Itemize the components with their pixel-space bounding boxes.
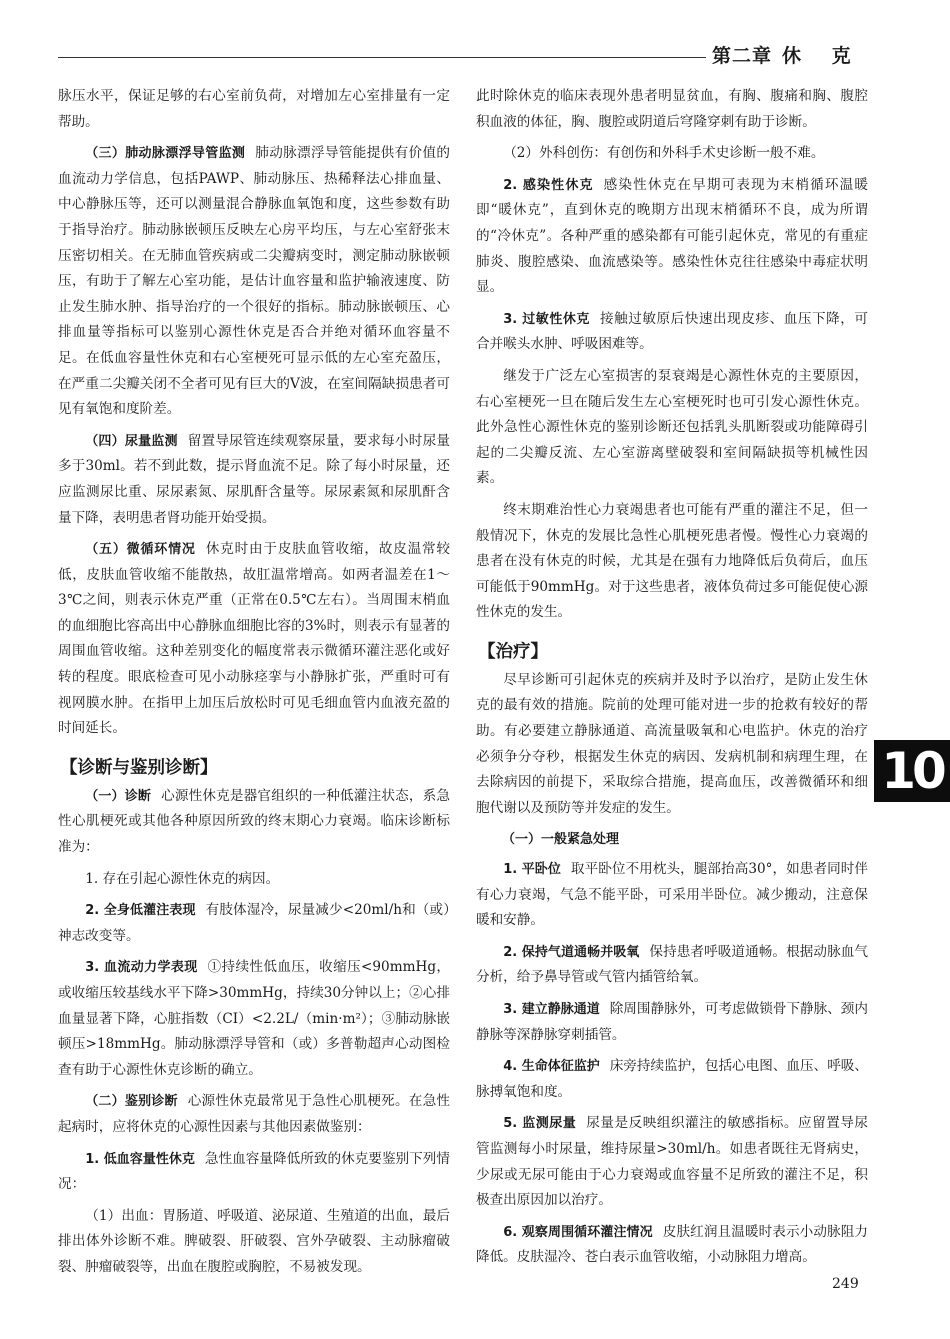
paragraph-body: 心源性休克最常见于急性心肌梗死。在急性起病时，应将休克的心源性因素与其他因素做鉴别： [58, 1093, 450, 1135]
page-number: 249 [832, 1276, 859, 1292]
list-item [476, 1111, 868, 1213]
item-body: 皮肤红润且温暖时表示小动脉阻力降低。皮肤湿冷、苍白表示血管收缩，小动脉阻力增高。 [476, 1223, 868, 1266]
paragraph-heading: （五）微循环情况 [85, 542, 196, 558]
item-heading: 2. 感染性休克 [503, 177, 594, 193]
item-heading: 3. 建立静脉通道 [503, 1002, 600, 1017]
item-body: ①持续性低血压，收缩压<90mmHg，或收缩压较基线水平下降>30mmHg，持续30分钟以上；②心排血量显著下降，心脏指数（CI）<2.2L/（min·m²）；③肺动脉嵌顿压>18mmHg。肺动脉漂浮导管和（或）多普勒超声心动图检查有助于心源性休克诊断的确立。 [58, 959, 450, 1078]
paragraph-heading: （一）诊断 [85, 788, 152, 804]
item-heading: 5. 监测尿量 [503, 1116, 577, 1132]
list-item [476, 857, 868, 934]
item-body: 接触过敏原后快速出现皮疹、血压下降，可合并喉头水肿、呼吸困难等。 [476, 310, 868, 353]
left-column [58, 84, 450, 1287]
paragraph [58, 141, 450, 423]
list-item [476, 1054, 868, 1105]
item-body: 急性血容量降低所致的休克要鉴别下列情况： [58, 1150, 451, 1193]
paragraph-body: 休克时由于皮肤血管收缩，故皮温常较低，皮肤血管收缩不能散热，故肛温常增高。如两者温差在1～3℃之间，则表示休克严重（正常在0.5℃左右）。当周围末梢血的血细胞比容高出中心静脉血细胞比容的3%时，则表示有显著的周围血管收缩。这种差别变化的幅度常表示微循环灌注恶化或好转的程度。眼底检查可见小动脉痉挛与小静脉扩张，严重时可有视网膜水肿。在指甲上加压后放松时可见毛细血管内血液充盈的时间延长。 [58, 541, 450, 737]
paragraph [58, 1089, 450, 1140]
paragraph: 继发于广泛左心室损害的泵衰竭是心源性休克的主要原因，右心室梗死一旦在随后发生左心室梗死时也可引发心源性休克。此外急性心源性休克的鉴别诊断还包括乳头肌断裂或功能障碍引起的二尖瓣反流、左心室游离壁破裂和室间隔缺损等机械性因素。 [476, 367, 868, 487]
paragraph [58, 784, 450, 861]
paragraph-body: 肺动脉漂浮导管能提供有价值的血流动力学信息，包括PAWP、肺动脉压、热稀释法心排血量、中心静脉压等，还可以测量混合静脉血氧饱和度，这些参数有助于指导治疗。肺动脉嵌顿压反映左心房平均压，与左心室舒张末压密切相关。在无肺血管疾病或二尖瓣病变时，测定肺动脉嵌顿压，有助于了解左心室功能，是估计血容量和监护输液速度、防止发生肺水肿、指导治疗的一个很好的指标。肺动脉嵌顿压、心排血量等指标可以鉴别心源性休克是否合并绝对循环血容量不足。在低血容量性休克和右心室梗死可显示低的左心室充盈压，在严重二尖瓣关闭不全者可见有巨大的V波，在室间隔缺损患者可见有氧饱和度阶差。 [58, 145, 450, 418]
list-item [58, 955, 450, 1083]
right-column [476, 84, 868, 1277]
paragraph [58, 537, 450, 742]
list-item [58, 1147, 450, 1198]
item-heading: 1. 平卧位 [503, 862, 561, 878]
item-body: 感染性休克在早期可表现为末梢循环温暖即“暖休克”，直到休克的晚期方出现末梢循环不良，成为所谓的“冷休克”。各种严重的感染都有可能引起休克，常见的有重症肺炎、腹腔感染、血流感染等。感染性休克往往感染中毒症状明显。 [476, 176, 868, 296]
list-item: （1）出血：胃肠道、呼吸道、泌尿道、生殖道的出血，最后排出体外诊断不难。脾破裂、肝破裂、宫外孕破裂、主动脉瘤破裂、肿瘤破裂等，出血在腹腔或胸腔，不易被发现。 [58, 1207, 450, 1275]
subsection-heading: （一）一般紧急处理 [502, 832, 620, 848]
item-heading: 3. 过敏性休克 [503, 311, 590, 327]
section-heading-diagnosis: 【诊断与鉴别诊断】 [60, 757, 218, 778]
list-item [476, 940, 868, 991]
header-rule [58, 57, 706, 58]
item-heading: 2. 保持气道通畅并吸氧 [503, 944, 640, 960]
list-item [58, 898, 450, 949]
paragraph: 此时除休克的临床表现外患者明显贫血，有胸、腹痛和胸、腹腔积血液的体征，胸、腹腔或阴道后穹隆穿刺有助于诊断。 [476, 88, 868, 130]
item-body: 除周围静脉外，可考虑做锁骨下静脉、颈内静脉等深静脉穿刺插管。 [476, 1001, 868, 1043]
running-header [712, 41, 863, 68]
paragraph: 终末期难治性心力衰竭患者也可能有严重的灌注不足，但一般情况下，休克的发展比急性心肌梗死患者慢。慢性心力衰竭的患者在没有休克的时候，尤其是在强有力地降低后负荷后，血压可能低于90mmHg。对于这些患者，液体负荷过多可能促使心源性休克的发生。 [476, 501, 868, 621]
paragraph-body: 留置导尿管连续观察尿量，要求每小时尿量多于30ml。若不到此数，提示肾血流不足。除了每小时尿量，还应监测尿比重、尿尿素氮、尿肌酐含量等。尿尿素氮和尿肌酐含量下降，表明患者肾功能开始受损。 [58, 432, 450, 526]
item-body: 保持患者呼吸道通畅。根据动脉血气分析，给予鼻导管或气管内插管给氧。 [476, 943, 868, 986]
paragraph-heading: （三）肺动脉漂浮导管监测 [85, 146, 246, 162]
list-item: 1. 存在引起心源性休克的病因。 [85, 870, 280, 887]
paragraph: 尽早诊断可引起休克的疾病并及时予以治疗，是防止发生休克的最有效的措施。院前的处理可能对进一步的抢救有较好的帮助。有必要建立静脉通道、高流量吸氧和心电监护。休克的治疗必须争分夺秒，根据发生休克的病因、发病机制和病理生理，在去除病因的前提下，采取综合措施，提高血压，改善微循环和细胞代谢以及预防等并发症的发生。 [476, 671, 868, 816]
paragraph-body: 心源性休克是器官组织的一种低灌注状态，系急性心肌梗死或其他各种原因所致的终末期心力衰竭。临床诊断标准为： [58, 787, 450, 856]
paragraph: 脉压水平，保证足够的右心室前负荷，对增加左心室排量有一定帮助。 [58, 88, 450, 130]
item-heading: 3. 血流动力学表现 [85, 960, 198, 976]
item-heading: 1. 低血容量性休克 [85, 1151, 195, 1167]
chapter-tab: 10 [874, 740, 950, 802]
section-heading-treatment: 【治疗】 [478, 641, 548, 662]
item-body: 有肢体湿冷，尿量减少<20ml/h和（或）神志改变等。 [58, 902, 450, 944]
item-body: 尿量是反映组织灌注的敏感指标。应留置导尿管监测每小时尿量，维持尿量>30ml/h。如患者既往无肾病史，少尿或无尿可能由于心力衰竭或血容量不足所致的灌注不足，积极查出原因加以治疗。 [476, 1115, 869, 1209]
item-heading: 2. 全身低灌注表现 [85, 903, 196, 919]
paragraph [58, 429, 450, 531]
list-item [476, 997, 868, 1048]
paragraph-heading: （四）尿量监测 [85, 433, 178, 449]
list-item: （2）外科创伤：有创伤和外科手术史诊断一般不难。 [503, 145, 825, 162]
item-body: 床旁持续监护，包括心电图、血压、呼吸、脉搏氧饱和度。 [476, 1058, 868, 1100]
item-body: 取平卧位不用枕头，腿部抬高30°，如患者同时伴有心力衰竭，气急不能平卧，可采用半卧位。减少搬动，注意保暖和安静。 [476, 861, 868, 929]
paragraph-heading: （二）鉴别诊断 [85, 1094, 178, 1110]
chapter-name: 休 克 [782, 45, 863, 67]
list-item [476, 173, 868, 301]
item-heading: 6. 观察周围循环灌注情况 [503, 1224, 653, 1240]
list-item [476, 1220, 868, 1271]
list-item [476, 307, 868, 358]
item-heading: 4. 生命体征监护 [503, 1059, 600, 1075]
chapter-number: 第二章 [712, 45, 773, 67]
